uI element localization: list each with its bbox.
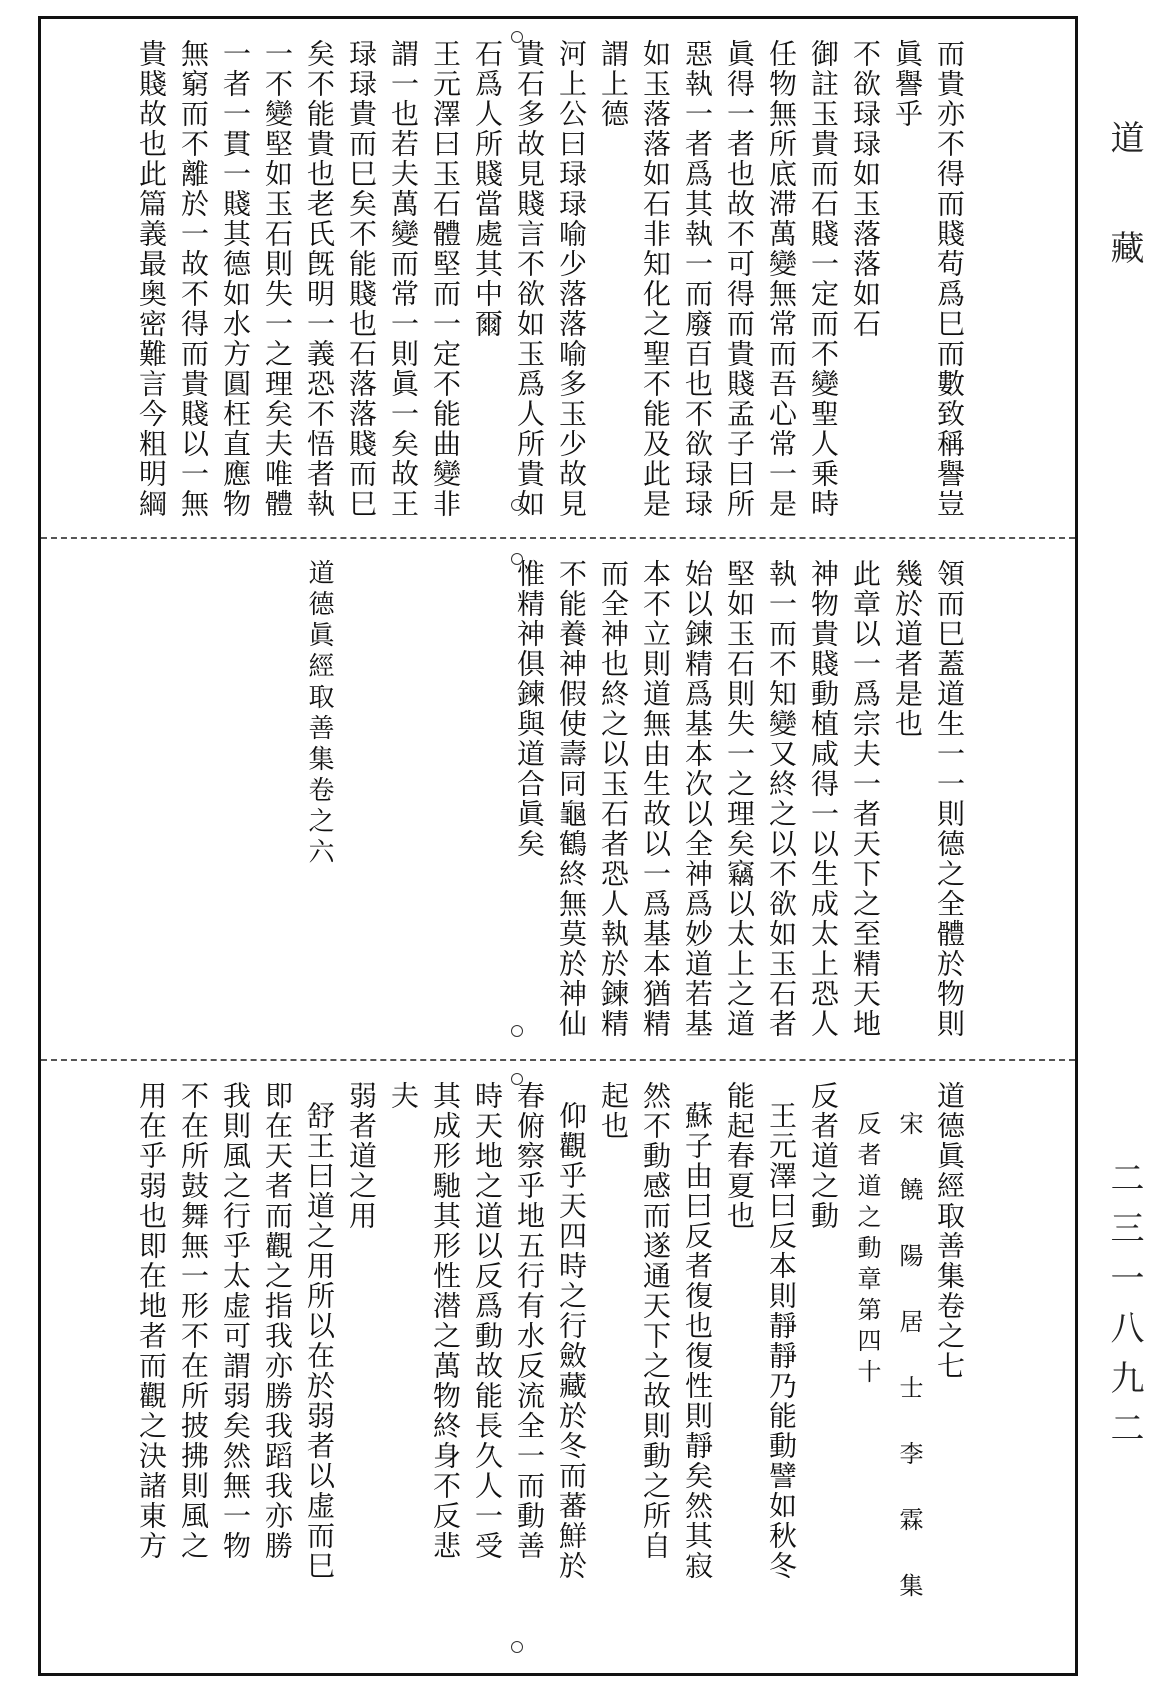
- fold-mark: [511, 499, 523, 511]
- text-column: 如玉落落如石非知化之聖不能及此是: [639, 39, 672, 519]
- text-column: 貴賤故也此篇義最奥密難言今粗明綱: [135, 39, 168, 519]
- text-column: 而全神也終之以玉石者恐人執於鍊精: [597, 559, 630, 1039]
- text-column: 仰觀乎天四時之行斂藏於冬而蕃鮮於: [555, 1101, 588, 1581]
- text-column: 此章以一爲宗夫一者天下之至精天地: [849, 559, 882, 1039]
- text-column: 惡執一者爲其執一而廢百也不欲琭琭: [681, 39, 714, 519]
- text-column: 矣不能貴也老氏旣明一義恐不悟者執: [303, 39, 336, 519]
- compiler-line: 宋 饒 陽 居 士 李 霖 集: [895, 1111, 923, 1604]
- text-column: 琭琭貴而巳矣不能賤也石落落賤而巳: [345, 39, 378, 519]
- text-column: 惟精神俱鍊與道合眞矣: [513, 559, 546, 859]
- text-column: 河上公曰琭琭喻少落落喻多玉少故見: [555, 39, 588, 519]
- text-column: 春俯察乎地五行有水反流全一而動善: [513, 1081, 546, 1561]
- panel-bottom: [41, 1061, 1075, 1676]
- text-column: 反者道之動: [807, 1081, 840, 1231]
- text-column: 弱者道之用: [345, 1081, 378, 1231]
- text-column: 眞譽乎: [891, 39, 924, 129]
- text-column: 御註玉貴而石賤一定而不變聖人乗時: [807, 39, 840, 519]
- text-column: 一者一貫一賤其德如水方圓枉直應物: [219, 39, 252, 519]
- collection-name: 道 藏: [1104, 120, 1144, 282]
- text-column: 執一而不知變又終之以不欲如玉石者: [765, 559, 798, 1039]
- chapter-title: 反者道之動章第四十: [853, 1111, 881, 1390]
- text-column: 時天地之道以反爲動故能長久人一受: [471, 1081, 504, 1561]
- text-column: 不在所鼓舞無一形不在所披拂則風之: [177, 1081, 210, 1561]
- text-column: 貴石多故見賤言不欲如玉爲人所貴如: [513, 39, 546, 519]
- fold-mark: [511, 1641, 523, 1653]
- panel-top: [41, 19, 1075, 537]
- text-column: 眞得一者也故不可得而貴賤孟子曰所: [723, 39, 756, 519]
- text-column: 王元澤曰反本則靜靜乃能動譬如秋冬: [765, 1101, 798, 1581]
- text-column: 無窮而不離於一故不得而貴賤以一無: [177, 39, 210, 519]
- text-column: 不能養神假使壽同龜鶴終無莫於神仙: [555, 559, 588, 1039]
- text-column: 謂上德: [597, 39, 630, 129]
- text-column: 任物無所底滞萬變無常而吾心常一是: [765, 39, 798, 519]
- fold-mark: [511, 1025, 523, 1037]
- text-column: 然不動感而遂通天下之故則動之所自: [639, 1081, 672, 1561]
- text-column: 幾於道者是也: [891, 559, 924, 739]
- text-column: 本不立則道無由生故以一爲基本猶精: [639, 559, 672, 1039]
- fold-mark: [511, 31, 523, 43]
- text-column: 夫: [387, 1081, 420, 1111]
- text-column: 神物貴賤動植咸得一以生成太上恐人: [807, 559, 840, 1039]
- text-column: 舒王曰道之用所以在於弱者以虚而巳: [303, 1101, 336, 1581]
- text-column: 能起春夏也: [723, 1081, 756, 1231]
- text-column: 而貴亦不得而賤苟爲巳而數致稱譽豈: [933, 39, 966, 519]
- juan-end-title: 道德眞經取善集卷之六: [304, 559, 334, 869]
- fold-mark: [511, 1073, 523, 1085]
- text-column: 堅如玉石則失一之理矣竊以太上之道: [723, 559, 756, 1039]
- text-column: 不欲琭琭如玉落落如石: [849, 39, 882, 339]
- text-column: 蘇子由曰反者復也復性則靜矣然其寂: [681, 1101, 714, 1581]
- text-column: 即在天者而觀之指我亦勝我蹈我亦勝: [261, 1081, 294, 1561]
- juan-title: 道德眞經取善集卷之七: [933, 1081, 966, 1381]
- panel-middle: [41, 539, 1075, 1057]
- text-column: 一不變堅如玉石則失一之理矣夫唯體: [261, 39, 294, 519]
- text-column: 我則風之行乎太虚可謂弱矣然無一物: [219, 1081, 252, 1561]
- text-column: 石爲人所賤當處其中爾: [471, 39, 504, 339]
- page-number: 二三一八九二: [1104, 1160, 1144, 1460]
- text-column: 領而巳蓋道生一一則德之全體於物則: [933, 559, 966, 1039]
- page-frame: [38, 16, 1078, 1676]
- fold-mark: [511, 553, 523, 565]
- text-column: 始以鍊精爲基本次以全神爲妙道若基: [681, 559, 714, 1039]
- text-column: 謂一也若夫萬變而常一則眞一矣故王: [387, 39, 420, 519]
- text-column: 用在乎弱也即在地者而觀之決諸東方: [135, 1081, 168, 1561]
- text-column: 起也: [597, 1081, 630, 1141]
- text-column: 其成形馳其形性潜之萬物終身不反悲: [429, 1081, 462, 1561]
- text-column: 王元澤曰玉石體堅而一定不能曲變非: [429, 39, 462, 519]
